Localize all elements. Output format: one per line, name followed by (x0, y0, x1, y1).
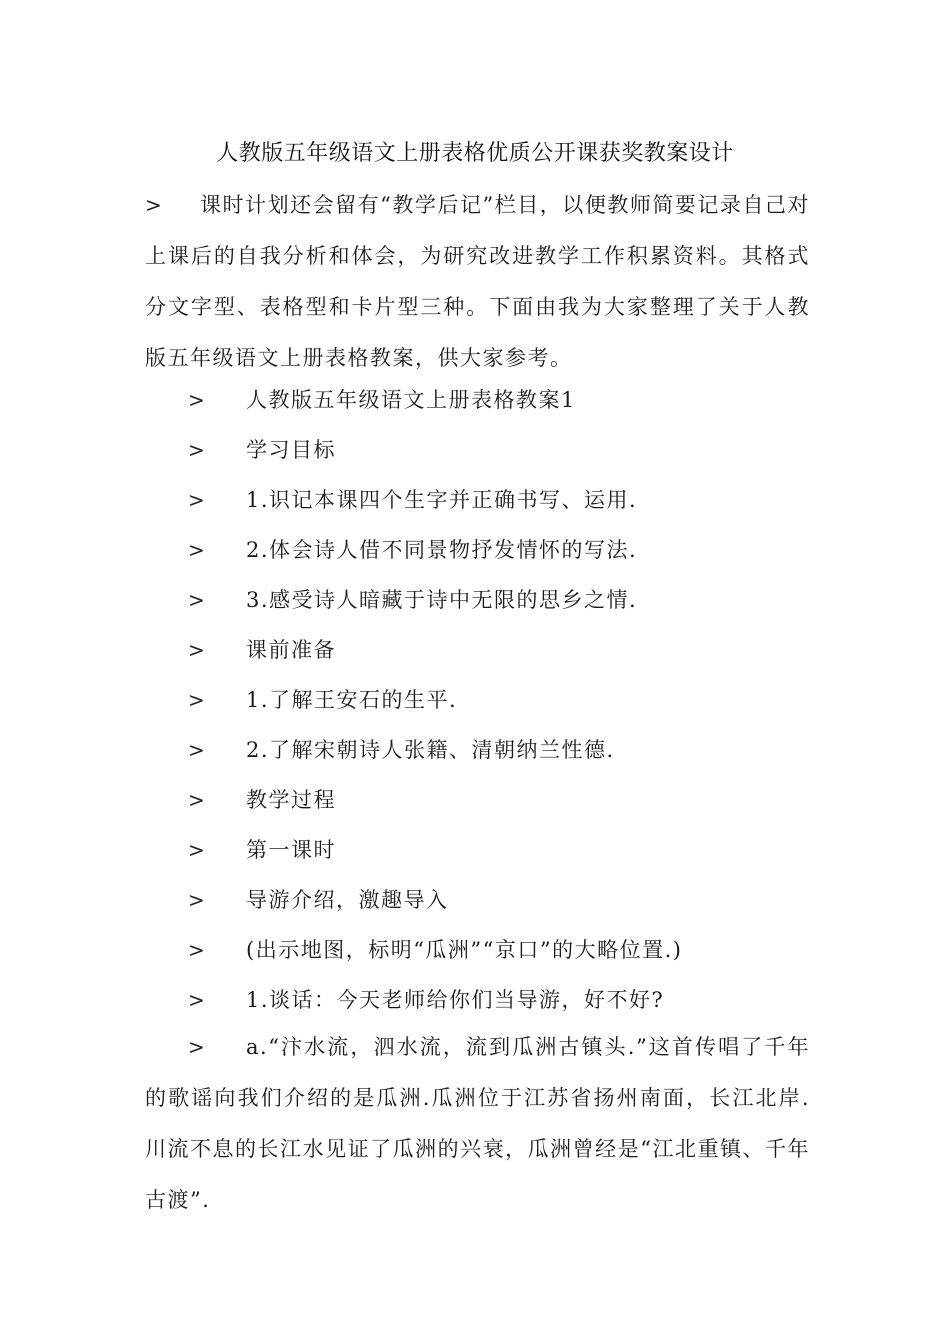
list-item (188, 534, 637, 574)
bullet-arrow-icon: > (188, 938, 207, 962)
final-paragraph-text: a.“汴水流，泗水流，流到瓜洲古镇头.”这首传唱了千年的歌谣向我们介绍的是瓜洲.瓜洲位于江苏省扬州南面，长江北岸.川流不息的长江水见证了瓜洲的兴衰，瓜洲曾经是“江北重镇、千年古渡”. (145, 1035, 810, 1212)
list-item-text: 1.识记本课四个生字并正确书写、运用. (246, 488, 638, 512)
bullet-arrow-icon: > (188, 588, 207, 612)
list-item-text: 人教版五年级语文上册表格教案1 (246, 388, 576, 412)
list-item (188, 484, 637, 524)
list-item-text: 第一课时 (246, 838, 336, 862)
list-item-text: 导游介绍，激趣导入 (246, 888, 449, 912)
list-item (188, 584, 637, 624)
bullet-arrow-icon: > (188, 888, 207, 912)
list-item (188, 834, 336, 874)
list-item (188, 934, 683, 974)
list-item (188, 784, 336, 824)
list-item-text: 课前准备 (246, 638, 336, 662)
bullet-arrow-icon: > (188, 838, 207, 862)
bullet-arrow-icon: > (188, 738, 207, 762)
document-title: 人教版五年级语文上册表格优质公开课获奖教案设计 (216, 141, 734, 166)
bullet-arrow-icon: > (188, 788, 207, 812)
list-item (188, 884, 449, 924)
list-item-text: 3.感受诗人暗藏于诗中无限的思乡之情. (246, 588, 638, 612)
list-item (188, 734, 615, 774)
final-paragraph (145, 1022, 810, 1226)
bullet-arrow-icon: > (188, 638, 207, 662)
bullet-arrow-icon: > (188, 1035, 207, 1059)
bullet-arrow-icon: > (188, 538, 207, 562)
bullet-arrow-icon: > (145, 193, 164, 217)
list-item-text: 学习目标 (246, 438, 336, 462)
list-item-text: (出示地图，标明“瓜洲”“京口”的大略位置.) (246, 938, 683, 962)
list-item-text: 2.了解宋朝诗人张籍、清朝纳兰性德. (246, 738, 615, 762)
list-item-text: 1.了解王安石的生平. (246, 688, 458, 712)
list-item (188, 434, 336, 474)
list-item (188, 384, 576, 424)
list-item-text: 2.体会诗人借不同景物抒发情怀的写法. (246, 538, 638, 562)
bullet-arrow-icon: > (188, 438, 207, 462)
list-item (188, 684, 457, 724)
list-item-text: 教学过程 (246, 788, 336, 812)
list-item (188, 984, 664, 1024)
intro-text: 课时计划还会留有“教学后记”栏目，以便教师简要记录自己对上课后的自我分析和体会，为研究改进教学工作积累资料。其格式分文字型、表格型和卡片型三种。下面由我为大家整理了关于人教版五年级语文上册表格教案，供大家参考。 (145, 193, 810, 370)
bullet-arrow-icon: > (188, 988, 207, 1012)
list-item (188, 634, 336, 674)
bullet-arrow-icon: > (188, 688, 207, 712)
bullet-arrow-icon: > (188, 488, 207, 512)
intro-paragraph (145, 180, 810, 384)
bullet-arrow-icon: > (188, 388, 207, 412)
list-item-text: 1.谈话：今天老师给你们当导游，好不好? (246, 988, 665, 1012)
